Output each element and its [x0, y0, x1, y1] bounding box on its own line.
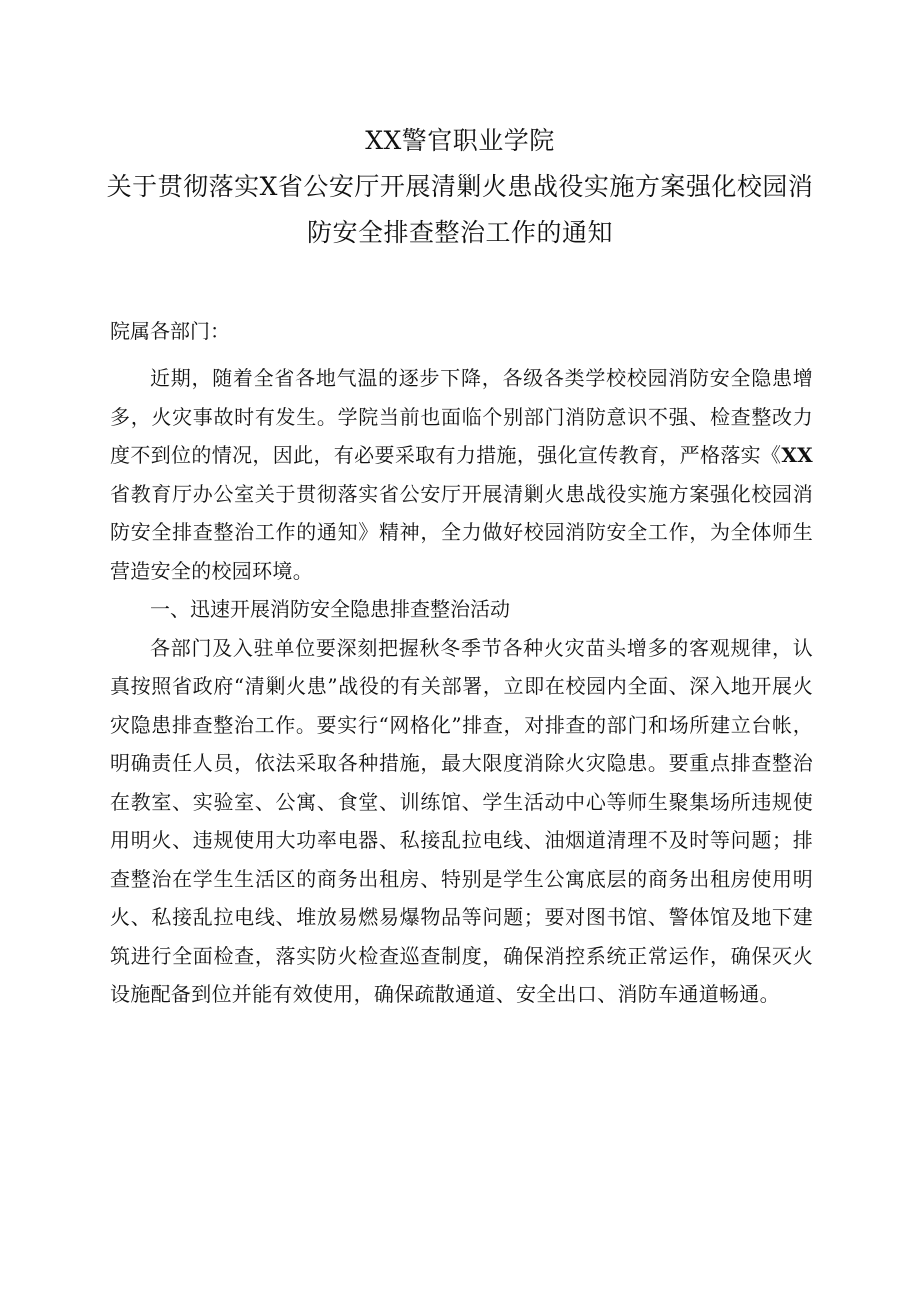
- title-subject-line-2: 防安全排查整治工作的通知: [306, 218, 613, 247]
- section-1-body: 各部门及入驻单位要深刻把握秋冬季节各种火灾苗头增多的客观规律，认真按照省政府“清剿火患”战役的有关部署，立即在校园内全面、深入地开展火灾隐患排查整治工作。要实行“网格化”排查，对排查的部门和场所建立台帐，明确责任人员，依法采取各种措施，最大限度消除火灾隐患。要重点排查整治在教室、实验室、公寓、食堂、训练馆、学生活动中心等师生聚集场所违规使用明火、违规使用大功率电器、私接乱拉电线、油烟道清理不及时等问题；排查整治在学生生活区的商务出租房、特别是学生公寓底层的商务出租房使用明火、私接乱拉电线、堆放易燃易爆物品等问题；要对图书馆、警体馆及地下建筑进行全面检查，落实防火检查巡查制度，确保消控系统正常运作，确保灭火设施配备到位并能有效使用，确保疏散通道、安全出口、消防车通道畅通。: [110, 635, 813, 1006]
- intro-reference-code: XX: [781, 443, 813, 467]
- intro-text-part-2: 省教育厅办公室关于贯彻落实省公安厅开展清剿火患战役实施方案强化校园消防安全排查整治工作的通知》精神，全力做好校园消防安全工作，为全体师生营造安全的校园环境。: [110, 481, 813, 583]
- title-institution: XX警官职业学院: [365, 126, 555, 155]
- document-body: [110, 314, 813, 1014]
- title-subject-line-1: 关于贯彻落实X省公安厅开展清剿火患战役实施方案强化校园消: [106, 172, 814, 201]
- intro-paragraph: [110, 359, 813, 590]
- salutation: 院属各部门：: [110, 319, 230, 343]
- document-title: [100, 118, 820, 256]
- intro-text-part-1: 近期，随着全省各地气温的逐步下降，各级各类学校校园消防安全隐患增多，火灾事故时有发生。学院当前也面临个别部门消防意识不强、检查整改力度不到位的情况，因此，有必要采取有力措施，强化宣传教育，严格落实《: [110, 366, 813, 467]
- section-1-heading: 一、迅速开展消防安全隐患排查整治活动: [150, 597, 510, 621]
